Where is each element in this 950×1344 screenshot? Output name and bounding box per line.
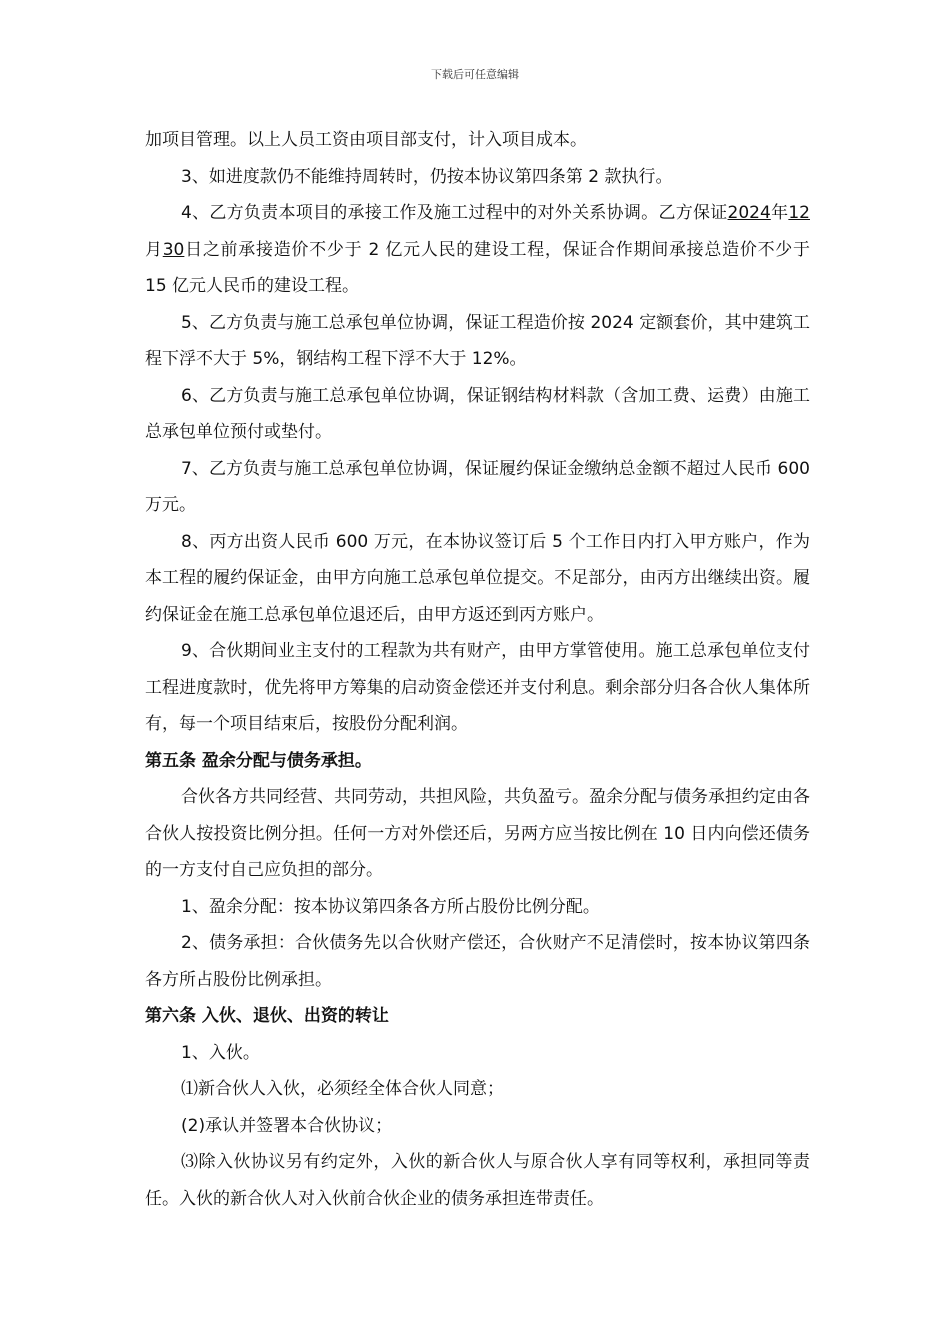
date-month: 12 [788, 203, 810, 223]
date-year: 2024 [727, 203, 771, 223]
clause-7: 7、乙方负责与施工总承包单位协调，保证履约保证金缴纳总金额不超过人民币 600 万元。 [145, 458, 810, 515]
admission-item-2: (2)承认并签署本合伙协议； [181, 1115, 393, 1136]
clause-8: 8、丙方出资人民币 600 万元，在本协议签订后 5 个工作日内打入甲方账户，作为本工程的履约保证金，由甲方向施工总承包单位提交。不足部分，由丙方出继续出资。履约保证金在施工总承包单位退还后，由甲方返还到丙方账户。 [145, 531, 810, 625]
clause-3: 3、如进度款仍不能维持周转时，仍按本协议第四条第 2 款执行。 [181, 166, 673, 187]
section-heading-6: 第六条 入伙、退伙、出资的转让 [145, 1006, 389, 1026]
profit-distribution: 1、盈余分配：按本协议第四条各方所占股份比例分配。 [181, 896, 600, 917]
clause-4 [145, 195, 810, 305]
section-heading-5: 第五条 盈余分配与债务承担。 [145, 750, 372, 771]
clause-9: 9、合伙期间业主支付的工程款为共有财产，由甲方掌管使用。施工总承包单位支付工程进度款时，优先将甲方筹集的启动资金偿还并支付利息。剩余部分归各合伙人集体所有，每一个项目结束后，按股份分配利润。 [145, 641, 810, 734]
clause-5: 5、乙方负责与施工总承包单位协调，保证工程造价按 2024 定额套价，其中建筑工程下浮不大于 5%，钢结构工程下浮不大于 12%。 [145, 312, 810, 369]
page-header: 下载后可任意编辑 [431, 68, 519, 81]
clause-6: 6、乙方负责与施工总承包单位协调，保证钢结构材料款（含加工费、运费）由施工总承包单位预付或垫付。 [145, 385, 810, 442]
date-day: 30 [162, 239, 185, 260]
debt-bearing: 2、债务承担：合伙债务先以合伙财产偿还，合伙财产不足清偿时，按本协议第四条各方所占股份比例承担。 [145, 933, 810, 990]
section-5-intro: 合伙各方共同经营、共同劳动，共担风险，共负盈亏。盈余分配与债务承担约定由各合伙人按投资比例分担。任何一方对外偿还后，另两方应当按比例在 10 日内向偿还债务的一方支付自己应负担的部分。 [145, 787, 810, 880]
clause-4-rest: 日之前承接造价不少于 2 亿元人民的建设工程，保证合作期间承接总造价不少于 15 亿元人民币的建设工程。 [145, 239, 811, 296]
year-unit: 年 [770, 203, 789, 223]
admission-item-3: ⑶除入伙协议另有约定外，入伙的新合伙人与原合伙人享有同等权利，承担同等责任。入伙的新合伙人对入伙前合伙企业的债务承担连带责任。 [145, 1152, 810, 1209]
clause-4-intro: 4、乙方负责本项目的承接工作及施工过程中的对外关系协调。乙方保证 [181, 203, 728, 223]
paragraph: 加项目管理。以上人员工资由项目部支付，计入项目成本。 [145, 130, 587, 150]
admission-title: 1、入伙。 [181, 1042, 260, 1063]
document-body [145, 122, 810, 1217]
admission-item-1: ⑴新合伙人入伙，必须经全体合伙人同意； [181, 1079, 504, 1099]
month-unit: 月 [145, 239, 163, 260]
